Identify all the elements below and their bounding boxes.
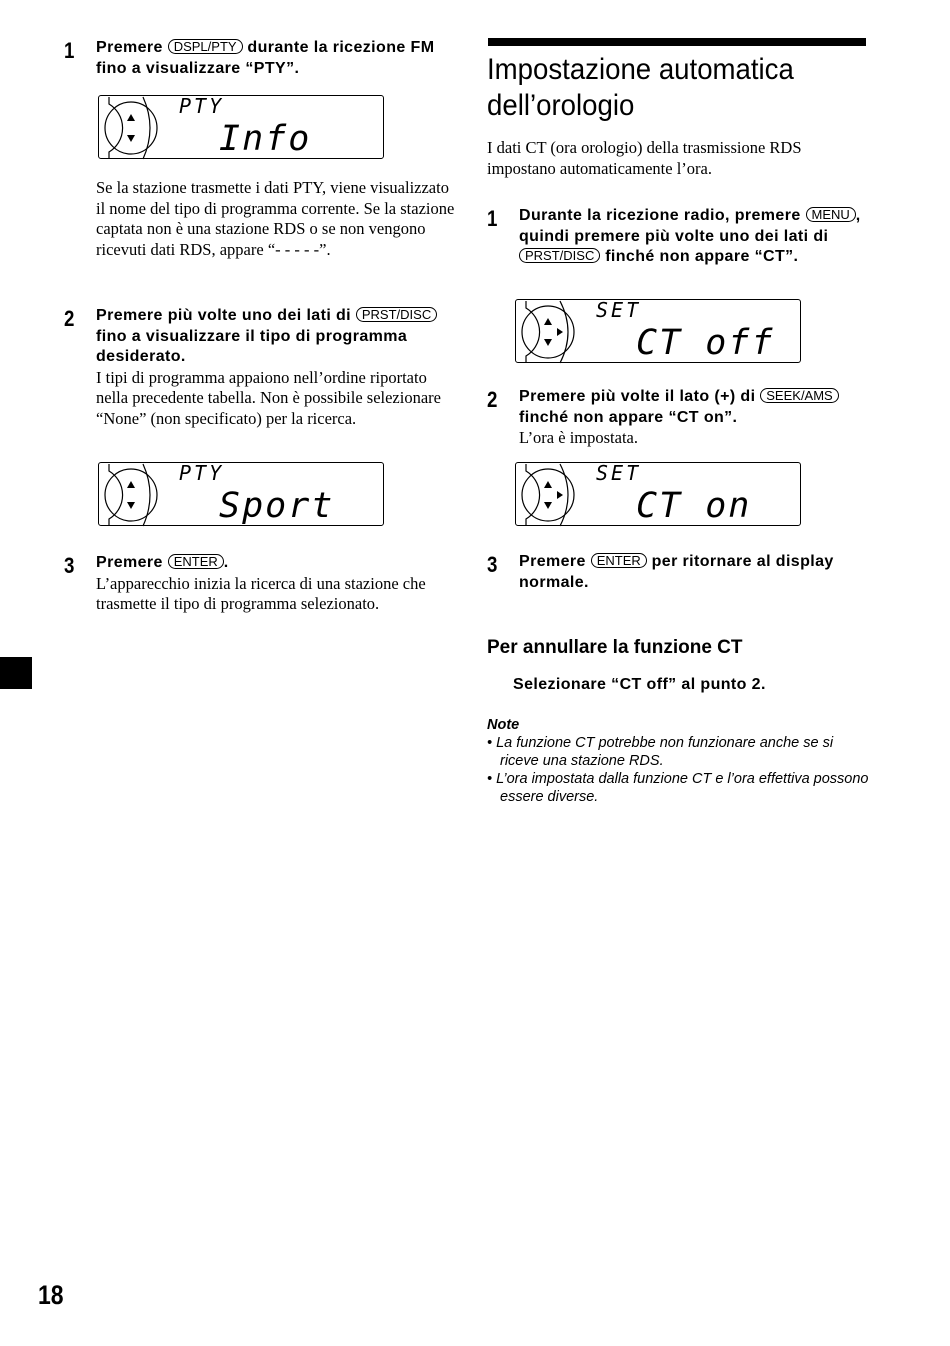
lcd-display-pty-sport <box>98 462 384 526</box>
section-title: Impostazione automatica dell’orologio <box>487 53 794 122</box>
lcd-big-text: Info <box>219 119 312 159</box>
enter-key: ENTER <box>168 554 224 569</box>
step-2-ct <box>487 387 877 449</box>
step-2-pty <box>64 306 454 429</box>
lcd-big-text: CT off <box>636 323 775 363</box>
seek-ams-key: SEEK/AMS <box>760 388 838 403</box>
step-1-ct <box>487 206 877 268</box>
step-instruction: Durante la ricezione radio, premere MENU , quindi premere più volte uno dei lati di PRST/DISC finché non appare “CT”. <box>519 207 861 265</box>
prst-disc-key: PRST/DISC <box>356 307 437 322</box>
page-number: 18 <box>38 1280 64 1310</box>
lcd-small-text: SET <box>596 461 642 485</box>
step-1-pty <box>64 38 454 79</box>
lcd-small-text: PTY <box>179 94 225 118</box>
step-instruction: Premere più volte il lato (+) di SEEK/AMS finché non appare “CT on”. <box>519 387 877 428</box>
step-3-body: L’apparecchio inizia la ricerca di una stazione che trasmette il tipo di programma selezionato. <box>96 573 426 613</box>
dspl-pty-key: DSPL/PTY <box>168 39 243 54</box>
note-item: • La funzione CT potrebbe non funzionare anche se si riceve una stazione RDS. <box>487 735 834 769</box>
step-1-body: Se la stazione trasmette i dati PTY, viene visualizzato il nome del tipo di programma corrente. Se la stazione captata non è una stazione RDS o se non vengono ricevuti dati RDS, appare “- - - - -”. <box>96 178 455 259</box>
enter-key: ENTER <box>591 553 647 568</box>
notes-title: Note <box>487 717 520 733</box>
step-3-ct <box>487 552 877 593</box>
four-way-control-icon <box>516 463 586 527</box>
step-number: 2 <box>64 306 75 331</box>
four-way-control-icon <box>516 300 586 364</box>
lcd-display-pty-info <box>98 95 384 159</box>
notes <box>487 716 872 806</box>
step-instruction: Premere ENTER per ritornare al display normale. <box>519 553 834 591</box>
lcd-display-ct-off <box>515 299 801 363</box>
step-number: 1 <box>487 206 498 231</box>
step-3-pty <box>64 553 454 615</box>
lcd-big-text: CT on <box>636 486 752 526</box>
chapter-tab-marker <box>0 657 32 689</box>
step-instruction: Premere DSPL/PTY durante la ricezione FM fino a visualizzare “PTY”. <box>96 39 435 77</box>
subheading-cancel-ct: Per annullare la funzione CT <box>487 637 743 658</box>
lcd-small-text: PTY <box>179 461 225 485</box>
step-instruction: Premere più volte uno dei lati di PRST/DISC fino a visualizzare il tipo di programma desiderato. <box>96 306 454 368</box>
step-number: 3 <box>64 553 75 578</box>
lcd-big-text: Sport <box>219 486 335 526</box>
up-down-control-icon <box>99 463 169 527</box>
up-down-control-icon <box>99 96 169 160</box>
section-intro: I dati CT (ora orologio) della trasmissione RDS impostano automaticamente l’ora. <box>487 138 802 178</box>
step-number: 1 <box>64 38 75 63</box>
notes-list <box>487 734 872 806</box>
prst-disc-key: PRST/DISC <box>519 248 600 263</box>
note-item: • L’ora impostata dalla funzione CT e l’ora effettiva possono essere diverse. <box>487 771 869 805</box>
step-number: 3 <box>487 552 498 577</box>
lcd-small-text: SET <box>596 298 642 322</box>
step-instruction: Premere ENTER . <box>96 554 229 571</box>
step-2-body: I tipi di programma appaiono nell’ordine riportato nella precedente tabella. Non è possibile selezionare “None” (non specificato) per la ricerca. <box>96 367 441 428</box>
step-number: 2 <box>487 387 498 412</box>
menu-key: MENU <box>806 207 856 222</box>
cancel-instruction: Selezionare “CT off” al punto 2. <box>513 676 766 693</box>
lcd-display-ct-on <box>515 462 801 526</box>
step-2-body: L’ora è impostata. <box>519 428 638 447</box>
section-rule <box>488 38 866 46</box>
